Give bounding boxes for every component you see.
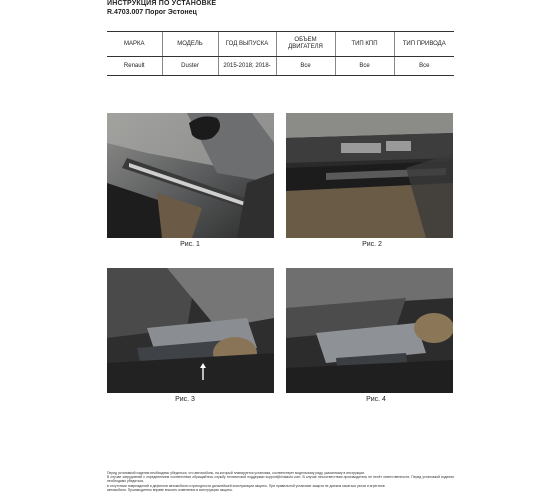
figure-1-caption: Рис. 1 (180, 241, 200, 248)
cell-drive: Все (394, 57, 454, 76)
col-header-drive: ТИП ПРИВОДА (394, 32, 454, 57)
figure-4-caption: Рис. 4 (366, 396, 386, 403)
figure-2-caption: Рис. 2 (362, 241, 382, 248)
spec-table (107, 31, 454, 76)
footer-note (107, 471, 454, 492)
footer-line: в отсутствии повреждений и дефектов автомобиля и пригодности дальнейшей эксплуатации защиты. При правильной установке защита не должна касаться узлов и агрегатов (107, 483, 385, 488)
col-header-brand: МАРКА (107, 32, 162, 57)
document-title: ИНСТРУКЦИЯ ПО УСТАНОВКЕ (107, 0, 217, 7)
figure-3-caption: Рис. 3 (175, 396, 195, 403)
footer-line: автомобиля. Производитель вправе вносить изменения в конструкцию защиты. (107, 487, 233, 492)
product-code: R.4703.007 Порог Эстонец (107, 9, 197, 16)
footer-line: Перед установкой изделия необходимо убедиться, что автомобиль, на который планируется установка, соответствует модельному ряду, указанному в инструкции. (107, 471, 365, 475)
col-header-gearbox: ТИП КПП (335, 32, 394, 57)
col-header-model: МОДЕЛЬ (162, 32, 218, 57)
figure-1-photo (107, 113, 274, 238)
cell-engine: Все (276, 57, 335, 76)
cell-model: Duster (162, 57, 218, 76)
col-header-year: ГОД ВЫПУСКА (218, 32, 276, 57)
figure-3-photo (107, 268, 274, 393)
figure-4-photo (286, 268, 453, 393)
footer-line: В случае затруднений с определением соответствия обращайтесь службу технической поддержки support@rivalauto.com. В случае несоответствия производитель не несёт ответственности. Перед установкой изделия необходимо убедиться, (107, 475, 454, 484)
col-header-engine: ОБЪЕМ ДВИГАТЕЛЯ (276, 32, 335, 57)
figure-2-photo (286, 113, 453, 238)
cell-gearbox: Все (335, 57, 394, 76)
cell-brand: Renault (107, 57, 162, 76)
cell-year: 2015-2018; 2018- (218, 57, 276, 76)
table-row (107, 57, 454, 76)
table-header-row (107, 32, 454, 57)
